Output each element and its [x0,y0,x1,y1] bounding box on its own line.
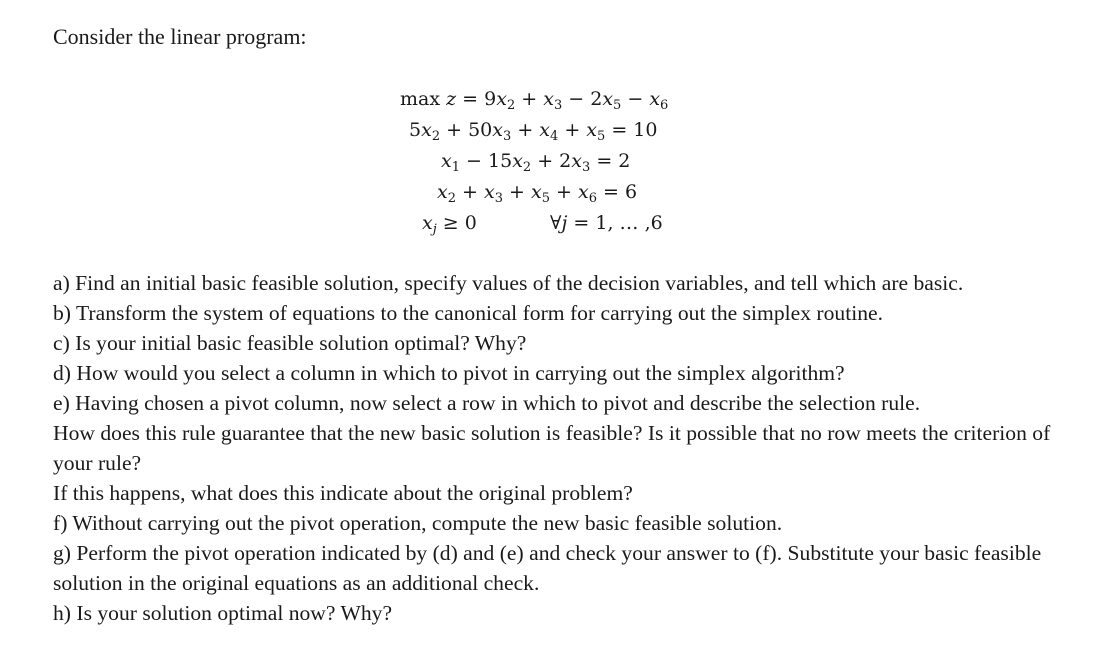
intro-text: Consider the linear program: [53,24,307,49]
question-list [53,268,1093,628]
question-e: e) Having chosen a pivot column, now select a row in which to pivot and describe the selection rule. [53,391,921,415]
constraint-2: $x_1 - 15x_2 + 2x_3 = 2$ [441,150,631,175]
question-g: g) Perform the pivot operation indicated by (d) and (e) and check your answer to (f). Substitute your basic feasible solution in the original equations as an additional check. [53,541,1042,595]
index-quantifier: ∀j = 1, … ,6 [550,212,663,234]
question-d: d) How would you select a column in which to pivot in carrying out the simplex algorithm? [53,361,845,385]
question-f: f) Without carrying out the pivot operation, compute the new basic feasible solution. [53,511,783,535]
question-a: a) Find an initial basic feasible solution, specify values of the decision variables, and tell which are basic. [53,271,964,295]
question-h: h) Is your solution optimal now? Why? [53,601,393,625]
question-e-followup: If this happens, what does this indicate about the original problem? [53,481,633,505]
objective-function: $\max z = 9x_2 + x_3 - 2x_5 - x_6$ [400,88,669,113]
question-b: b) Transform the system of equations to the canonical form for carrying out the simplex routine. [53,301,883,325]
nonnegativity-constraint: $x_j \ge 0$ [422,212,477,237]
question-c: c) Is your initial basic feasible solution optimal? Why? [53,331,527,355]
constraint-3: $x_2 + x_3 + x_5 + x_6 = 6$ [437,181,638,206]
question-e-continued: How does this rule guarantee that the new basic solution is feasible? Is it possible that no row meets the criterion of your rule? [53,421,1051,475]
constraint-1: $5x_2 + 50x_3 + x_4 + x_5 = 10$ [409,119,658,144]
